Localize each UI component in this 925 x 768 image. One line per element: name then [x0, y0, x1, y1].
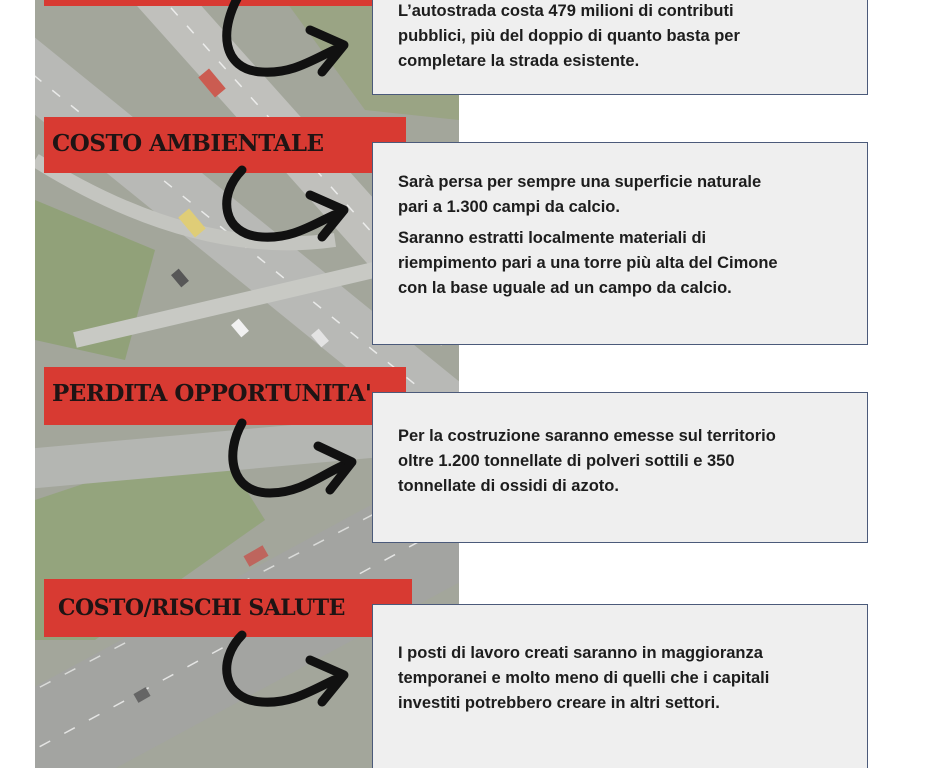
label-costo-ambientale: COSTO AMBIENTALE	[44, 117, 406, 173]
card-line: con la base uguale ad un campo da calcio.	[398, 279, 732, 297]
card-line: tonnellate di ossidi di azoto.	[398, 477, 619, 495]
card-line: riempimento pari a una torre più alta del Cimone	[398, 254, 778, 272]
card-line: I posti di lavoro creati saranno in maggioranza	[398, 644, 763, 662]
card-text	[398, 170, 867, 220]
card-line: pubblici, più del doppio di quanto basta per	[398, 27, 740, 45]
card-line: oltre 1.200 tonnellate di polveri sottili e 350	[398, 452, 735, 470]
card-emissioni	[372, 392, 868, 543]
card-text	[398, 226, 867, 301]
card-costo-ambientale	[372, 142, 868, 345]
card-line: pari a 1.300 campi da calcio.	[398, 198, 620, 216]
card-line: Sarà persa per sempre una superficie naturale	[398, 173, 762, 191]
curved-arrow-right-icon	[212, 165, 362, 255]
label-perdita-opportunita: PERDITA OPPORTUNITA'	[44, 367, 406, 425]
card-costo-economico	[372, 0, 868, 95]
card-text	[398, 424, 867, 499]
card-line: temporanei e molto meno di quelli che i capitali	[398, 669, 770, 687]
curved-arrow-right-icon	[220, 418, 370, 508]
card-line: investiti potrebbero creare in altri settori.	[398, 694, 720, 712]
card-posti-lavoro	[372, 604, 868, 768]
card-line: L’autostrada costa 479 milioni di contributi	[398, 2, 734, 20]
card-text	[398, 0, 867, 74]
card-line: Per la costruzione saranno emesse sul territorio	[398, 427, 776, 445]
curved-arrow-right-icon	[212, 0, 362, 90]
curved-arrow-right-icon	[212, 630, 362, 720]
card-line: Saranno estratti localmente materiali di	[398, 229, 707, 247]
card-line: completare la strada esistente.	[398, 52, 640, 70]
card-text	[398, 641, 867, 716]
label-costo-rischi-salute: COSTO/RISCHI SALUTE	[44, 579, 412, 637]
